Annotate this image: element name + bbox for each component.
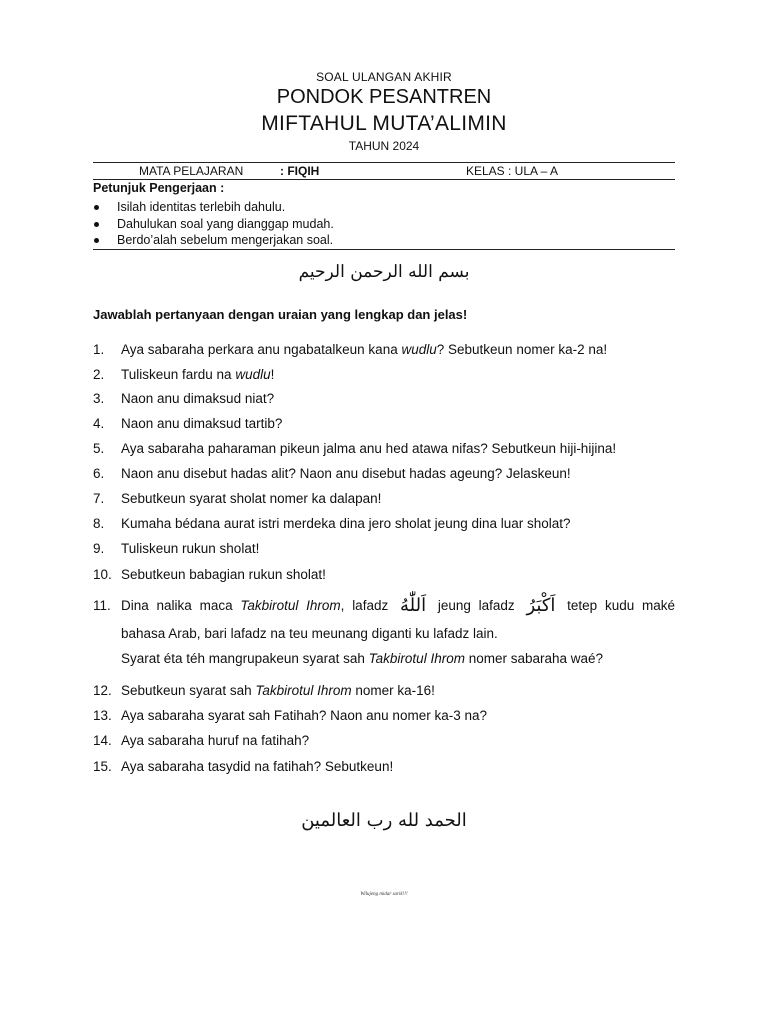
question-number: 8. (93, 516, 105, 531)
class-value: : ULA – A (508, 164, 559, 178)
question-number: 11. (93, 598, 111, 613)
question-text: Naon anu disebut hadas alit? Naon anu disebut hadas ageung? Jelaskeun! (121, 466, 571, 481)
subject-label: MATA PELAJARAN (139, 164, 244, 178)
question-text-part: Syarat éta téh mangrupakeun syarat sah (121, 651, 369, 666)
question-text (121, 367, 675, 383)
question-text-part: nomer sabaraha waé? (464, 651, 604, 666)
question-text-part: ! (270, 367, 275, 382)
arabic-lafadz-akbar: اَكْبَرُ (526, 595, 556, 616)
question-text-part: ? Sebutkeun nomer ka-2 na! (436, 342, 608, 357)
question-text: Tuliskeun rukun sholat! (121, 541, 260, 556)
question-text-continued (121, 651, 603, 667)
question-number: 9. (93, 541, 105, 556)
question-text: Naon anu dimaksud tartib? (121, 416, 283, 431)
question-text-part: Dina nalika maca (121, 598, 241, 613)
subject-value: : FIQIH (280, 164, 320, 178)
question-number: 14. (93, 733, 112, 748)
question-number: 7. (93, 491, 105, 506)
arabic-lafadz-allah: اَللّٰهُ (399, 595, 427, 616)
footer-note: Wilujeng midar sarik!!! (360, 892, 408, 897)
question-text: Aya sabaraha paharaman pikeun jalma anu hed atawa nifas? Sebutkeun hiji-hijina! (121, 441, 617, 456)
question-number: 12. (93, 683, 112, 698)
question-number: 1. (93, 342, 105, 357)
question-text: Aya sabaraha tasydid na fatihah? Sebutkeun! (121, 759, 394, 774)
class-label: KELAS (466, 164, 505, 178)
question-term: Takbirotul Ihrom (240, 598, 341, 613)
instructions-title: Petunjuk Pengerjaan : (93, 181, 225, 195)
question-text-part: tetep kudu maké (559, 598, 675, 613)
exam-title: SOAL ULANGAN AKHIR (316, 70, 452, 84)
question-text (121, 683, 675, 699)
question-number: 3. (93, 391, 105, 406)
divider-bottom (93, 249, 675, 250)
question-text-part: , lafadz (340, 598, 396, 613)
question-text (121, 342, 675, 358)
question-text: Sebutkeun syarat sholat nomer ka dalapan! (121, 491, 382, 506)
basmalah: بسم الله الرحمن الرحيم (298, 262, 470, 282)
question-term: wudlu (235, 367, 271, 382)
question-text: Aya sabaraha huruf na fatihah? (121, 733, 310, 748)
question-term: Takbirotul Ihrom (255, 683, 352, 698)
instructions-list (93, 199, 334, 249)
question-number: 15. (93, 759, 112, 774)
question-text: Aya sabaraha syarat sah Fatihah? Naon anu nomer ka-3 na? (121, 708, 487, 723)
school-name-line2: MIFTAHUL MUTA’ALIMIN (261, 112, 507, 135)
question-number: 4. (93, 416, 105, 431)
question-number: 6. (93, 466, 105, 481)
question-text-part: Sebutkeun syarat sah (121, 683, 256, 698)
question-text-part: jeung lafadz (430, 598, 523, 613)
question-term: Takbirotul Ihrom (368, 651, 465, 666)
question-number: 10. (93, 567, 112, 582)
question-text-part: Tuliskeun fardu na (121, 367, 236, 382)
question-number: 13. (93, 708, 112, 723)
question-number: 5. (93, 441, 105, 456)
instruction-item: Dahulukan soal yang dianggap mudah. (93, 216, 334, 233)
question-text-part: nomer ka-16! (351, 683, 435, 698)
question-text (121, 595, 675, 616)
divider-middle (93, 179, 675, 180)
hamdalah: الحمد لله رب العالمين (301, 810, 467, 831)
question-text: Kumaha bédana aurat istri merdeka dina jero sholat jeung dina luar sholat? (121, 516, 571, 531)
directive: Jawablah pertanyaan dengan uraian yang lengkap dan jelas! (93, 307, 468, 322)
subject-info-row (0, 164, 768, 179)
instruction-item: Berdo’alah sebelum mengerjakan soal. (93, 232, 334, 249)
question-term: wudlu (401, 342, 437, 357)
school-name-line1: PONDOK PESANTREN (276, 86, 492, 108)
question-text-continued: bahasa Arab, bari lafadz na teu meunang diganti ku lafadz lain. (121, 626, 498, 641)
divider-top (93, 162, 675, 163)
question-text-part: Aya sabaraha perkara anu ngabatalkeun kana (121, 342, 402, 357)
exam-year: TAHUN 2024 (348, 139, 420, 153)
question-text: Sebutkeun babagian rukun sholat! (121, 567, 326, 582)
question-number: 2. (93, 367, 105, 382)
question-text: Naon anu dimaksud niat? (121, 391, 275, 406)
instruction-item: Isilah identitas terlebih dahulu. (93, 199, 334, 216)
